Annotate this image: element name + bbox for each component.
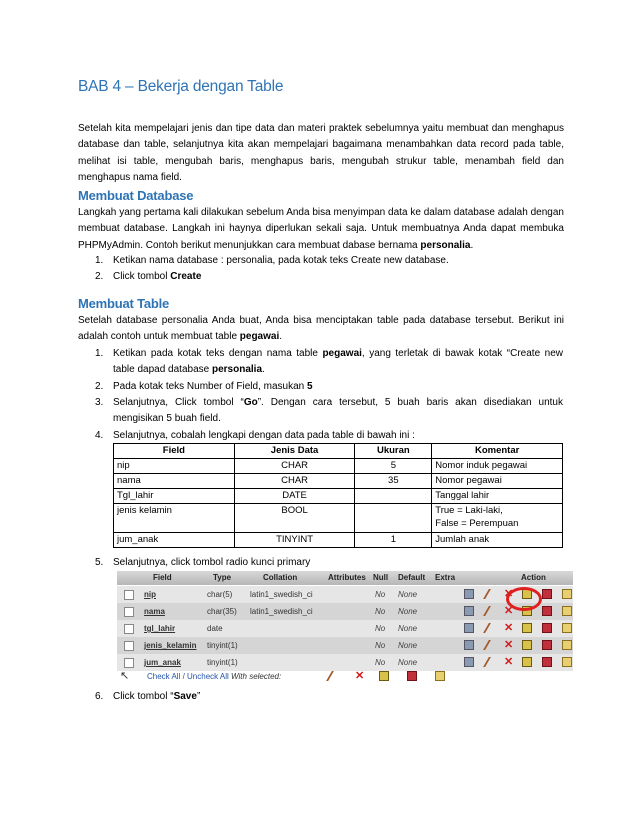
pencil-icon[interactable] — [483, 640, 501, 650]
pencil-icon[interactable] — [483, 606, 501, 616]
pencil-icon[interactable] — [483, 657, 501, 667]
primary-key-icon[interactable] — [379, 671, 389, 681]
check-all-link[interactable]: Check All / Uncheck All — [147, 672, 229, 681]
browse-icon[interactable] — [464, 589, 474, 599]
primary-key-icon[interactable] — [522, 657, 532, 667]
browse-icon[interactable] — [464, 657, 474, 667]
drop-x-icon[interactable]: ✕ — [355, 670, 365, 682]
list-item: 3. Selanjutnya, Click tombol “Go”. Dengan cara tersebut, 5 buah baris akan disediakan untuk mengisikan 5 buah field. — [95, 397, 563, 424]
table-row: nama CHAR 35 Nomor pegawai — [114, 474, 563, 489]
column-header: Field — [114, 444, 235, 459]
column-header: Komentar — [432, 444, 563, 459]
drop-x-icon[interactable]: ✕ — [504, 656, 514, 668]
pencil-icon[interactable] — [483, 623, 501, 633]
drop-x-icon[interactable]: ✕ — [504, 622, 514, 634]
structure-header-row: Field Type Collation Attributes Null Default Extra Action — [117, 571, 573, 585]
unique-icon[interactable] — [407, 671, 417, 681]
structure-row: nama char(35) latin1_swedish_ci No None ✕ — [117, 603, 573, 620]
list-item: 5. Selanjutnya, click tombol radio kunci primary — [95, 557, 311, 568]
index-icon[interactable] — [562, 606, 572, 616]
index-icon[interactable] — [435, 671, 445, 681]
drop-x-icon[interactable]: ✕ — [504, 639, 514, 651]
list-item: 2. Click tombol Create — [95, 271, 202, 282]
unique-icon[interactable] — [542, 589, 552, 599]
section-title-membuat-table: Membuat Table — [78, 296, 170, 311]
chapter-heading: BAB 4 – Bekerja dengan Table — [78, 78, 284, 95]
index-icon[interactable] — [562, 589, 572, 599]
structure-row: jenis_kelamin tinyint(1) No None ✕ — [117, 637, 573, 654]
row-checkbox[interactable] — [124, 590, 134, 600]
structure-row: jum_anak tinyint(1) No None ✕ — [117, 654, 573, 671]
drop-x-icon[interactable]: ✕ — [504, 588, 514, 600]
browse-icon[interactable] — [464, 606, 474, 616]
intro-paragraph: Setelah kita mempelajari jenis dan tipe data dan materi praktek sebelumnya yaitu membuat dan menghapus database dan table, selanjutnya kita akan mempelajari bagaimana menambahkan data record pada table, melihat isi table, mengubah baris, menghapus baris, mengubah strukur table, menambah field dan menghapus nama field. — [78, 123, 564, 183]
structure-row: tgl_lahir date No None ✕ — [117, 620, 573, 637]
list-item: 1. Ketikan nama database : personalia, pada kotak teks Create new database. — [95, 255, 449, 266]
row-checkbox[interactable] — [124, 607, 134, 617]
list-item: 2. Pada kotak teks Number of Field, masukan 5 — [95, 381, 313, 392]
structure-row: nip char(5) latin1_swedish_ci No None ✕ — [117, 586, 573, 603]
unique-icon[interactable] — [542, 606, 552, 616]
unique-icon[interactable] — [542, 640, 552, 650]
column-header: Jenis Data — [234, 444, 355, 459]
column-header: Ukuran — [355, 444, 432, 459]
row-checkbox[interactable] — [124, 624, 134, 634]
section2-paragraph: Setelah database personalia Anda buat, Anda bisa menciptakan table pada database tersebut. Berikut ini adalah contoh untuk membuat table pegawai. — [78, 315, 564, 343]
index-icon[interactable] — [562, 623, 572, 633]
structure-footer: ↖ Check All / Uncheck All With selected: ✕ — [117, 670, 573, 683]
drop-x-icon[interactable]: ✕ — [504, 605, 514, 617]
list-item: 1. Ketikan pada kotak teks dengan nama table pegawai, yang terletak di bawak kotak “Create new table dapad database personalia. — [95, 348, 564, 375]
primary-key-icon[interactable] — [522, 623, 532, 633]
table-row: nip CHAR 5 Nomor induk pegawai — [114, 459, 563, 474]
table-row: Tgl_lahir DATE Tanggal lahir — [114, 489, 563, 504]
phpmyadmin-structure-screenshot — [117, 571, 573, 683]
browse-icon[interactable] — [464, 623, 474, 633]
row-checkbox[interactable] — [124, 641, 134, 651]
pencil-icon[interactable] — [483, 589, 501, 599]
table-row: jum_anak TINYINT 1 Jumlah anak — [114, 533, 563, 548]
index-icon[interactable] — [562, 657, 572, 667]
unique-icon[interactable] — [542, 623, 552, 633]
field-definition-table — [113, 443, 563, 548]
section1-paragraph: Langkah yang pertama kali dilakukan sebelum Anda bisa menyimpan data ke dalam database adalah dengan membuat database. Langkah ini haynya diperlukan sekali saja. Untuk membuatnya Anda dapat membuka PHPMyAdmin. Contoh berikut menunjukkan cara membuat dabase bernama personalia. — [78, 207, 564, 251]
table-row: jenis kelamin BOOL True = Laki-laki, False = Perempuan — [114, 504, 563, 533]
select-arrow-icon: ↖ — [120, 670, 130, 682]
section-title-membuat-database: Membuat Database — [78, 188, 194, 203]
row-checkbox[interactable] — [124, 658, 134, 668]
highlight-circle — [506, 587, 542, 611]
unique-icon[interactable] — [542, 657, 552, 667]
list-item: 4. Selanjutnya, cobalah lengkapi dengan data pada table di bawah ini : — [95, 430, 415, 441]
pencil-icon[interactable] — [326, 671, 344, 681]
table-header-row — [114, 444, 563, 459]
browse-icon[interactable] — [464, 640, 474, 650]
list-item: 6. Click tombol “Save” — [95, 691, 201, 702]
index-icon[interactable] — [562, 640, 572, 650]
primary-key-icon[interactable] — [522, 640, 532, 650]
